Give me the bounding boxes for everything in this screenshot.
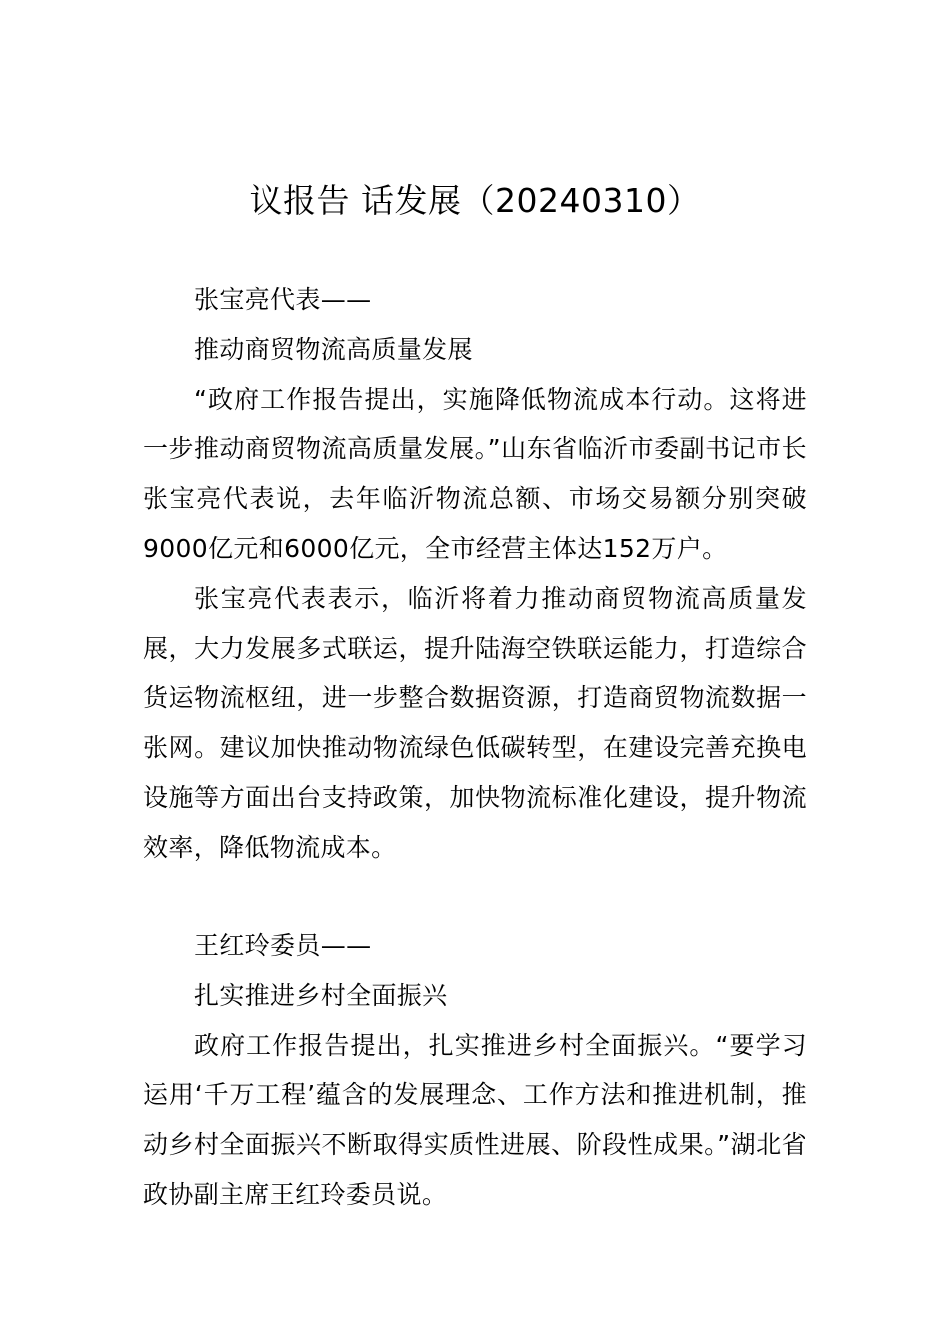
speaker-name: 王红玲委员—— [194, 931, 372, 960]
body-paragraph: 政府工作报告提出，扎实推进乡村全面振兴。“要学习运用‘千万工程’蕴含的发展理念、工作方法和推进机制，推动乡村全面振兴不断取得实质性进展、阶段性成果。”湖北省政协副主席王红玲委员说。 [143, 1030, 807, 1209]
section-topic: 扎实推进乡村全面振兴 [194, 980, 448, 1010]
body-paragraph: 张宝亮代表表示，临沂将着力推动商贸物流高质量发展，大力发展多式联运，提升陆海空铁联运能力，打造综合货运物流枢纽，进一步整合数据资源，打造商贸物流数据一张网。建议加快推动物流绿色低碳转型，在建设完善充换电设施等方面出台支持政策，加快物流标准化建设，提升物流效率，降低物流成本。 [143, 583, 807, 862]
speaker-name: 张宝亮代表—— [194, 285, 372, 314]
section-wang-hongling [143, 921, 807, 1220]
section-zhang-baoliang [143, 275, 807, 873]
body-paragraph: “政府工作报告提出，实施降低物流成本行动。这将进一步推动商贸物流高质量发展。”山东省临沂市委副书记市长张宝亮代表说，去年临沂物流总额、市场交易额分别突破9000亿元和6000亿元，全市经营主体达152万户。 [143, 384, 807, 563]
document-title: 议报告 话发展（20240310） [249, 181, 701, 220]
section-topic: 推动商贸物流高质量发展 [194, 334, 473, 364]
